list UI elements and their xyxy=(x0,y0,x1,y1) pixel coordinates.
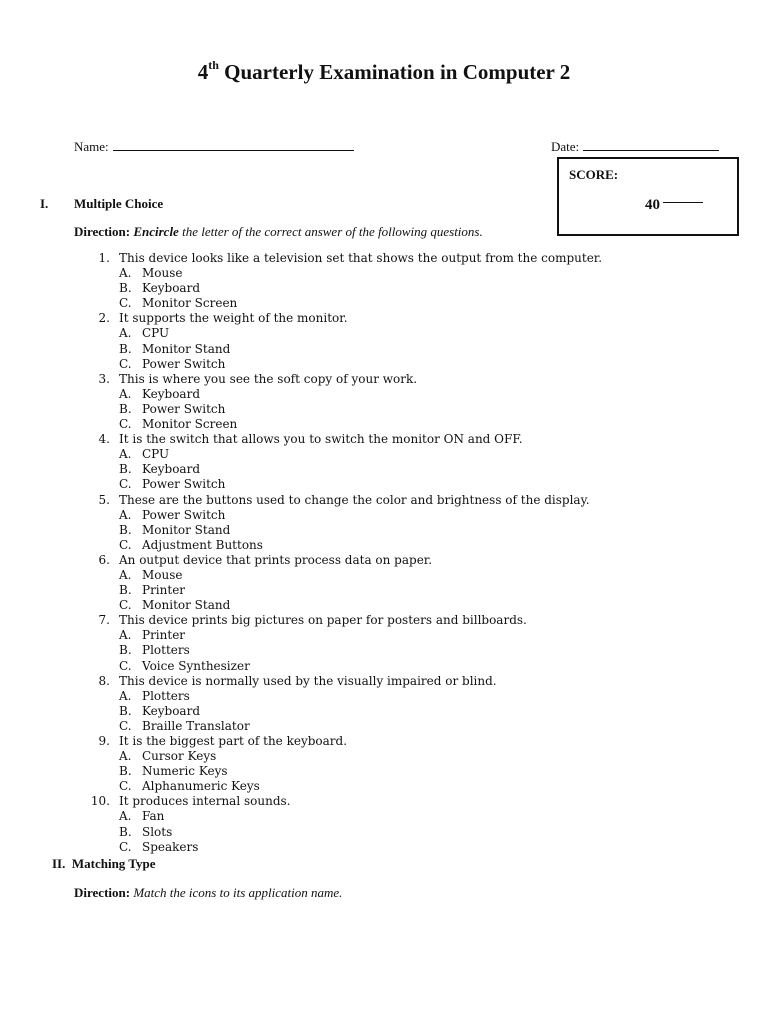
answer-option[interactable] xyxy=(0,402,768,417)
question-number: 8. xyxy=(98,673,110,688)
direction-label: Direction: xyxy=(74,885,131,900)
option-letter[interactable]: A. xyxy=(119,809,132,824)
question-item xyxy=(0,432,768,447)
question-item xyxy=(0,794,768,809)
option-text: Monitor Stand xyxy=(142,341,231,356)
option-text: Keyboard xyxy=(142,386,201,401)
option-letter[interactable]: C. xyxy=(119,296,132,311)
direction-text: Match the icons to its application name. xyxy=(133,885,343,900)
answer-option[interactable] xyxy=(0,296,768,311)
option-text: Printer xyxy=(142,583,186,598)
question-item xyxy=(0,553,768,568)
option-text: CPU xyxy=(142,447,170,462)
option-letter[interactable]: B. xyxy=(119,764,132,779)
title-superscript: th xyxy=(208,58,219,72)
answer-option[interactable] xyxy=(0,659,768,674)
date-field[interactable] xyxy=(551,139,719,155)
answer-option[interactable] xyxy=(0,281,768,296)
option-text: Monitor Stand xyxy=(142,598,231,613)
question-item xyxy=(0,674,768,689)
option-text: CPU xyxy=(142,326,170,341)
option-letter[interactable]: C. xyxy=(119,477,132,492)
answer-option[interactable] xyxy=(0,643,768,658)
option-text: Plotters xyxy=(142,688,190,703)
question-number: 6. xyxy=(98,552,110,567)
question-item xyxy=(0,251,768,266)
option-text: Power Switch xyxy=(142,477,226,492)
date-blank[interactable] xyxy=(583,139,719,151)
direction-text: the letter of the correct answer of the following questions. xyxy=(182,224,483,239)
section2-direction xyxy=(74,885,342,901)
question-number: 2. xyxy=(98,311,110,326)
option-letter[interactable]: B. xyxy=(119,703,132,718)
option-text: Printer xyxy=(142,628,186,643)
question-number: 3. xyxy=(98,371,110,386)
answer-option[interactable] xyxy=(0,477,768,492)
option-letter[interactable]: B. xyxy=(119,583,132,598)
option-text: Voice Synthesizer xyxy=(142,658,250,673)
question-text: This device is normally used by the visually impaired or blind. xyxy=(119,673,497,688)
answer-option[interactable] xyxy=(0,523,768,538)
option-letter[interactable]: A. xyxy=(119,628,132,643)
option-text: Power Switch xyxy=(142,507,226,522)
answer-option[interactable] xyxy=(0,809,768,824)
score-box xyxy=(557,157,739,236)
section1-numeral: I. xyxy=(40,196,49,211)
section1-direction xyxy=(74,224,483,240)
option-text: Monitor Screen xyxy=(142,417,238,432)
answer-option[interactable] xyxy=(0,447,768,462)
question-number: 1. xyxy=(98,251,110,265)
question-item xyxy=(0,372,768,387)
section1-title: Multiple Choice xyxy=(74,196,164,211)
option-text: Braille Translator xyxy=(142,718,250,733)
question-text: It is the biggest part of the keyboard. xyxy=(119,734,348,748)
option-text: Mouse xyxy=(142,266,183,281)
option-text: Cursor Keys xyxy=(142,749,217,764)
option-text: Numeric Keys xyxy=(142,764,228,779)
option-text: Keyboard xyxy=(142,281,201,296)
question-text: An output device that prints process data on paper. xyxy=(119,552,433,567)
exam-title xyxy=(0,60,768,85)
name-label: Name: xyxy=(74,139,109,154)
answer-option[interactable] xyxy=(0,719,768,734)
section2-heading: II. Matching Type xyxy=(52,856,156,871)
question-text: It supports the weight of the monitor. xyxy=(119,311,348,326)
option-text: Adjustment Buttons xyxy=(142,537,263,552)
answer-option[interactable] xyxy=(0,583,768,598)
answer-option[interactable] xyxy=(0,628,768,643)
answer-option[interactable] xyxy=(0,357,768,372)
title-number: 4 xyxy=(197,60,209,84)
score-blank xyxy=(663,202,703,203)
option-letter[interactable]: C. xyxy=(119,598,132,613)
option-letter[interactable]: C. xyxy=(119,537,132,552)
answer-option[interactable] xyxy=(0,266,768,281)
name-field[interactable] xyxy=(74,139,354,155)
score-value: 40 xyxy=(645,197,660,213)
question-item xyxy=(0,493,768,508)
option-letter[interactable]: A. xyxy=(119,567,132,582)
question-item xyxy=(0,311,768,326)
option-letter[interactable]: A. xyxy=(119,447,132,462)
answer-option[interactable] xyxy=(0,704,768,719)
option-letter[interactable]: B. xyxy=(119,824,132,839)
option-letter[interactable]: A. xyxy=(119,688,132,703)
option-letter[interactable]: A. xyxy=(119,749,132,764)
question-item xyxy=(0,613,768,628)
answer-option[interactable] xyxy=(0,749,768,764)
answer-option[interactable] xyxy=(0,326,768,341)
option-text: Keyboard xyxy=(142,703,201,718)
answer-option[interactable] xyxy=(0,689,768,704)
title-text: Quarterly Examination in Computer 2 xyxy=(224,60,571,84)
answer-option[interactable] xyxy=(0,417,768,432)
option-text: Fan xyxy=(142,809,165,824)
option-letter[interactable]: C. xyxy=(119,417,132,432)
option-text: Monitor Screen xyxy=(142,296,238,311)
answer-option[interactable] xyxy=(0,508,768,523)
option-text: Keyboard xyxy=(142,462,201,477)
option-text: Monitor Stand xyxy=(142,522,231,537)
option-letter[interactable]: A. xyxy=(119,386,132,401)
direction-emphasis: Encircle xyxy=(133,224,179,239)
question-text: It produces internal sounds. xyxy=(119,794,291,809)
option-letter[interactable]: A. xyxy=(119,266,132,281)
question-list xyxy=(0,251,768,855)
answer-option[interactable] xyxy=(0,462,768,477)
option-letter[interactable]: B. xyxy=(119,281,132,296)
question-item xyxy=(0,734,768,749)
answer-option[interactable] xyxy=(0,568,768,583)
option-text: Power Switch xyxy=(142,356,226,371)
date-label: Date: xyxy=(551,139,580,154)
question-text: It is the switch that allows you to switch the monitor ON and OFF. xyxy=(119,432,523,447)
question-number: 7. xyxy=(98,613,110,628)
option-text: Mouse xyxy=(142,567,183,582)
option-letter[interactable]: C. xyxy=(119,356,132,371)
question-text: This is where you see the soft copy of your work. xyxy=(119,371,418,386)
answer-option[interactable] xyxy=(0,825,768,840)
question-text: This device prints big pictures on paper for posters and billboards. xyxy=(119,613,527,628)
direction-label: Direction: xyxy=(74,224,131,239)
option-letter[interactable]: C. xyxy=(119,779,132,794)
option-text: Alphanumeric Keys xyxy=(142,779,260,794)
option-letter[interactable]: B. xyxy=(119,462,132,477)
option-letter[interactable]: B. xyxy=(119,341,132,356)
option-letter[interactable]: A. xyxy=(119,507,132,522)
answer-option[interactable] xyxy=(0,779,768,794)
option-letter[interactable]: C. xyxy=(119,839,132,854)
option-letter[interactable]: B. xyxy=(119,522,132,537)
answer-option[interactable] xyxy=(0,840,768,855)
option-letter[interactable]: B. xyxy=(119,643,132,658)
option-letter[interactable]: C. xyxy=(119,718,132,733)
option-text: Slots xyxy=(142,824,173,839)
option-text: Speakers xyxy=(142,839,199,854)
question-number: 4. xyxy=(98,432,110,447)
name-blank[interactable] xyxy=(113,139,354,151)
answer-option[interactable] xyxy=(0,387,768,402)
answer-option[interactable] xyxy=(0,598,768,613)
question-number: 5. xyxy=(98,492,110,507)
option-text: Plotters xyxy=(142,643,190,658)
option-letter[interactable]: B. xyxy=(119,401,132,416)
score-label: SCORE: xyxy=(569,167,619,182)
answer-option[interactable] xyxy=(0,342,768,357)
answer-option[interactable] xyxy=(0,764,768,779)
answer-option[interactable] xyxy=(0,538,768,553)
option-letter[interactable]: C. xyxy=(119,658,132,673)
option-letter[interactable]: A. xyxy=(119,326,132,341)
question-number: 9. xyxy=(98,734,110,748)
question-text: This device looks like a television set that shows the output from the computer. xyxy=(119,251,603,265)
question-text: These are the buttons used to change the color and brightness of the display. xyxy=(119,492,590,507)
question-number: 10. xyxy=(90,794,110,809)
option-text: Power Switch xyxy=(142,401,226,416)
